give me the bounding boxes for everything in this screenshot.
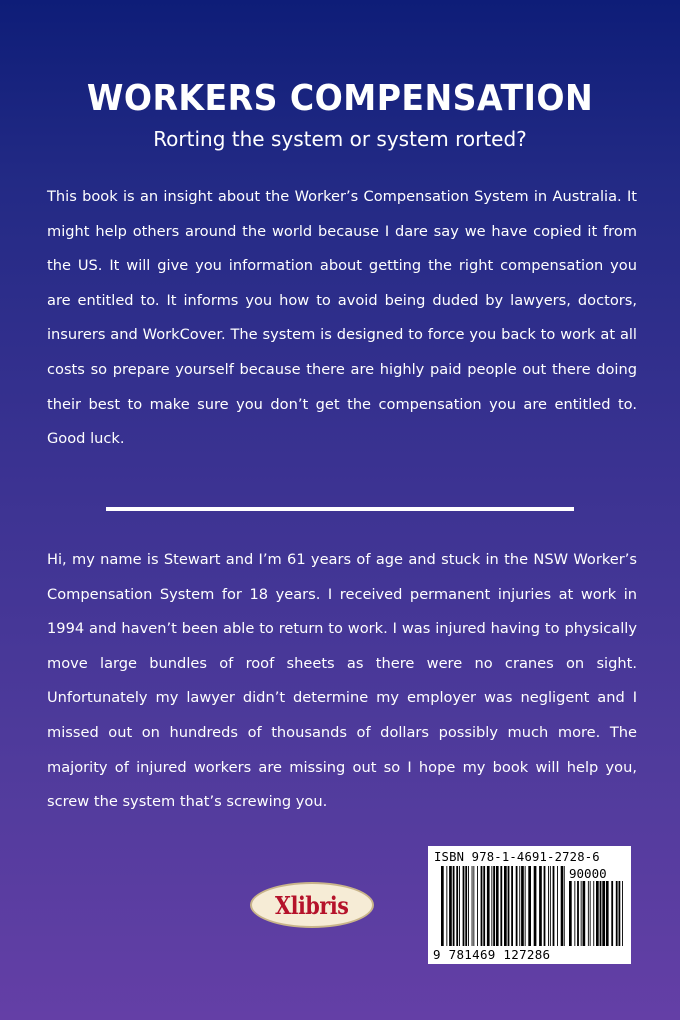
barcode-bar xyxy=(590,881,591,946)
isbn-label: ISBN 978-1-4691-2728-6 xyxy=(434,850,600,864)
barcode-bar xyxy=(577,881,579,946)
barcode-bar xyxy=(602,881,605,946)
barcode-bar xyxy=(446,866,447,946)
barcode-bar xyxy=(534,866,537,946)
barcode-bar xyxy=(473,866,474,946)
barcode-bar xyxy=(483,866,485,946)
book-subtitle: Rorting the system or system rorted? xyxy=(153,127,527,151)
barcode-bar xyxy=(493,866,495,946)
barcode-bar xyxy=(564,866,565,946)
barcode-bar xyxy=(472,866,473,946)
barcode-bar xyxy=(525,866,526,946)
barcode-bar xyxy=(622,881,623,946)
blurb-paragraph: This book is an insight about the Worker’s Compensation System in Australia. It might help others around the world because I dare say we have copied it from the US. It will give you information about getting the right compensation you are entitled to. It informs you how to avoid being duded by lawyers, doctors, insurers and WorkCover. The system is designed to force you back to work at all costs so prepare yourself because there are highly paid people out there doing their best to make sure you don’t get the compensation you are entitled to. Good luck. xyxy=(47,188,637,448)
barcode-bar xyxy=(500,866,502,946)
barcode-bar xyxy=(569,881,572,946)
barcode-bar xyxy=(456,866,458,946)
barcode-bar xyxy=(449,866,452,946)
barcode-bar xyxy=(491,866,492,946)
barcode-bar xyxy=(544,866,546,946)
author-bio-paragraph: Hi, my name is Stewart and I’m 61 years of age and stuck in the NSW Worker’s Compensation System for 18 years. I received permanent injuries at work in 1994 and haven’t been able to return to work. I was injured having to physically move large bundles of roof sheets as there were no cranes on sight. Unfortunately my lawyer didn’t determine my employer was negligent and I missed out on hundreds of thousands of dollars possibly much more. The majority of injured workers are missing out so I hope my book will help you, screw the system that’s screwing you. xyxy=(47,551,637,811)
barcode-bar xyxy=(574,881,575,946)
barcode-bar xyxy=(619,881,621,946)
barcode-bar xyxy=(611,881,613,946)
barcode-bar xyxy=(481,866,483,946)
barcode-bar xyxy=(453,866,455,946)
barcode-bar xyxy=(548,866,549,946)
barcode-bar xyxy=(550,866,551,946)
barcode-bar xyxy=(508,866,510,946)
barcode-bar xyxy=(459,866,460,946)
isbn-barcode xyxy=(428,846,631,964)
price-code: 90000 xyxy=(569,866,607,881)
barcode-bar xyxy=(561,866,564,946)
barcode-bar xyxy=(593,881,594,946)
barcode-bar xyxy=(616,881,618,946)
barcode-bar xyxy=(519,866,520,946)
divider-line xyxy=(106,507,574,511)
barcode-bar xyxy=(477,866,478,946)
barcode-bar xyxy=(487,866,490,946)
barcode-bar xyxy=(596,881,599,946)
barcode-bar xyxy=(468,866,469,946)
barcode-bar xyxy=(528,866,531,946)
barcode-bars xyxy=(441,866,565,946)
barcode-bar xyxy=(465,866,467,946)
barcode-bar xyxy=(463,866,465,946)
barcode-bar xyxy=(600,881,602,946)
barcode-bar xyxy=(557,866,558,946)
barcode-bar xyxy=(496,866,499,946)
barcode-bar xyxy=(511,866,513,946)
addon-barcode-bars xyxy=(569,881,625,946)
barcode-bar xyxy=(588,881,589,946)
publisher-name: Xlibris xyxy=(275,890,349,920)
barcode-bar xyxy=(583,881,586,946)
barcode-bar xyxy=(441,866,444,946)
barcode-bar xyxy=(581,881,582,946)
barcode-bar xyxy=(606,881,609,946)
barcode-bar xyxy=(504,866,507,946)
barcode-bar xyxy=(516,866,518,946)
book-title: WORKERS COMPENSATION xyxy=(86,78,594,119)
barcode-bar xyxy=(521,866,524,946)
barcode-bar xyxy=(539,866,542,946)
ean-digits: 9 781469 127286 xyxy=(433,947,551,962)
barcode-bar xyxy=(553,866,555,946)
publisher-logo xyxy=(250,882,374,928)
